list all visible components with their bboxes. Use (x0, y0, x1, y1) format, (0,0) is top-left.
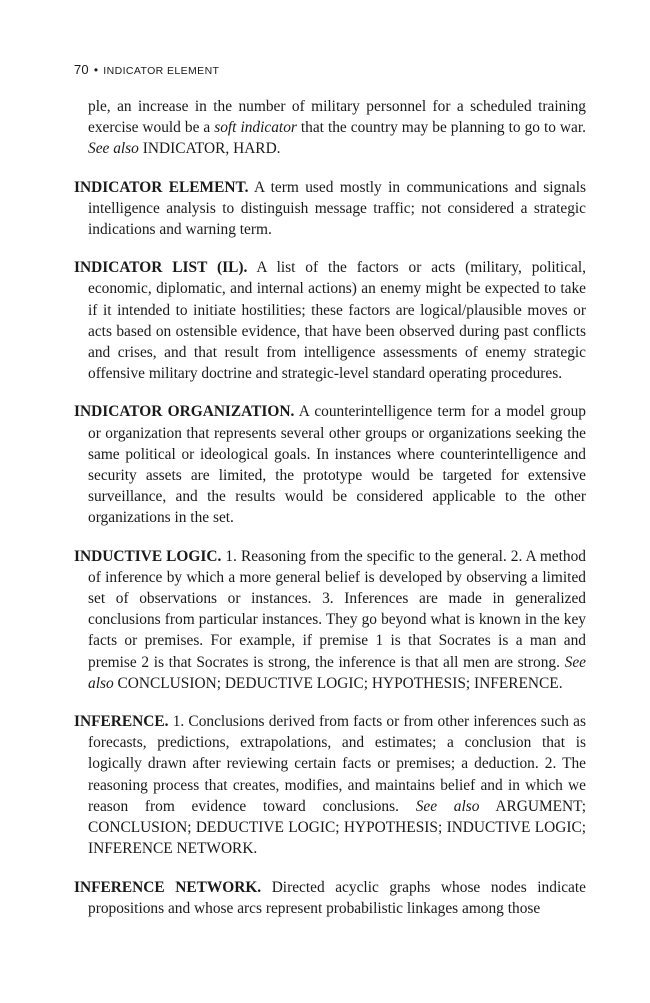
continued-text: ple, an increase in the number of military personnel for a scheduled training exercise would be a (88, 98, 586, 137)
entry-definition: 1. Conclusions derived from facts or from other inferences such as forecasts, predictions, extrapolations, and estimates; a conclusion that is logically drawn after reviewing certain facts or premises; a deduction. 2. The reasoning process that creates, modifies, and maintains belief and in which we reason from evidence toward conclusions. (88, 713, 586, 815)
entry-inference (74, 711, 586, 859)
entry-term: INDICATOR ORGANIZATION. (74, 403, 295, 421)
entry-definition: A counterintelligence term for a model group or organization that represents several other groups or organizations seeking the same political or ideological goals. In instances where counterintelligence and security assets are limited, the prototype would be targeted for extensive surveillance, and the results would be considered applicable to the other organizations in the set. (88, 403, 586, 527)
running-head (74, 62, 219, 77)
entry-indicator-element (74, 177, 586, 241)
cross-reference: INDICATOR, HARD. (138, 140, 281, 158)
entry-definition: A list of the factors or acts (military, political, economic, diplomatic, and internal actions) an enemy might be expected to take if it intended to initiate hostilities; these factors are logical/plausible moves or acts based on ostensible evidence, that have been observed during past conflicts and crises, and that result from intelligence assessments of enemy strategic offensive military doctrine and strategic-level standard operating procedures. (88, 259, 586, 383)
cross-reference: ARGUMENT; CONCLUSION; DEDUCTIVE LOGIC; HYPOTHESIS; INDUCTIVE LOGIC; INFERENCE NETWORK. (88, 797, 586, 858)
entry-definition: A term used mostly in communications and signals intelligence analysis to distinguish message traffic; not considered a strategic indications and warning term. (88, 178, 586, 239)
entry-term: INDUCTIVE LOGIC. (74, 547, 222, 565)
page-number: 70 (74, 62, 89, 77)
continued-text: that the country may be planning to go to war. (296, 119, 586, 137)
entry-definition: Directed acyclic graphs whose nodes indicate propositions and whose arcs represent probabilistic linkages among those (88, 878, 586, 917)
see-also-label: See also (415, 797, 480, 815)
entry-term: INDICATOR ELEMENT. (74, 178, 249, 196)
entry-term: INFERENCE. (74, 713, 169, 731)
entry-indicator-organization (74, 401, 586, 528)
entry-term: INFERENCE NETWORK. (74, 878, 262, 896)
cross-reference: CONCLUSION; DEDUCTIVE LOGIC; HYPOTHESIS; INFERENCE. (113, 674, 563, 692)
entry-definition: 1. Reasoning from the specific to the general. 2. A method of inference by which a more general belief is developed by observing a limited set of observations or instances. 3. Inferences are made in generalized conclusions from particular instances. They go beyond what is known in the key facts or premises. For example, if premise 1 is that Socrates is a man and premise 2 is that Socrates is strong, the inference is that all men are strong. (88, 547, 586, 671)
bullet-separator: • (93, 63, 99, 77)
soft-indicator-term: soft indicator (214, 119, 297, 137)
entry-indicator-list (74, 257, 586, 384)
see-also-label: See also (88, 653, 586, 692)
continued-entry (74, 96, 586, 160)
see-also-label: See also (88, 140, 139, 158)
entry-term: INDICATOR LIST (IL). (74, 259, 248, 277)
dictionary-body (74, 96, 586, 936)
running-head-title: INDICATOR ELEMENT (103, 65, 220, 77)
entry-inference-network (74, 877, 586, 919)
entry-inductive-logic (74, 546, 586, 694)
